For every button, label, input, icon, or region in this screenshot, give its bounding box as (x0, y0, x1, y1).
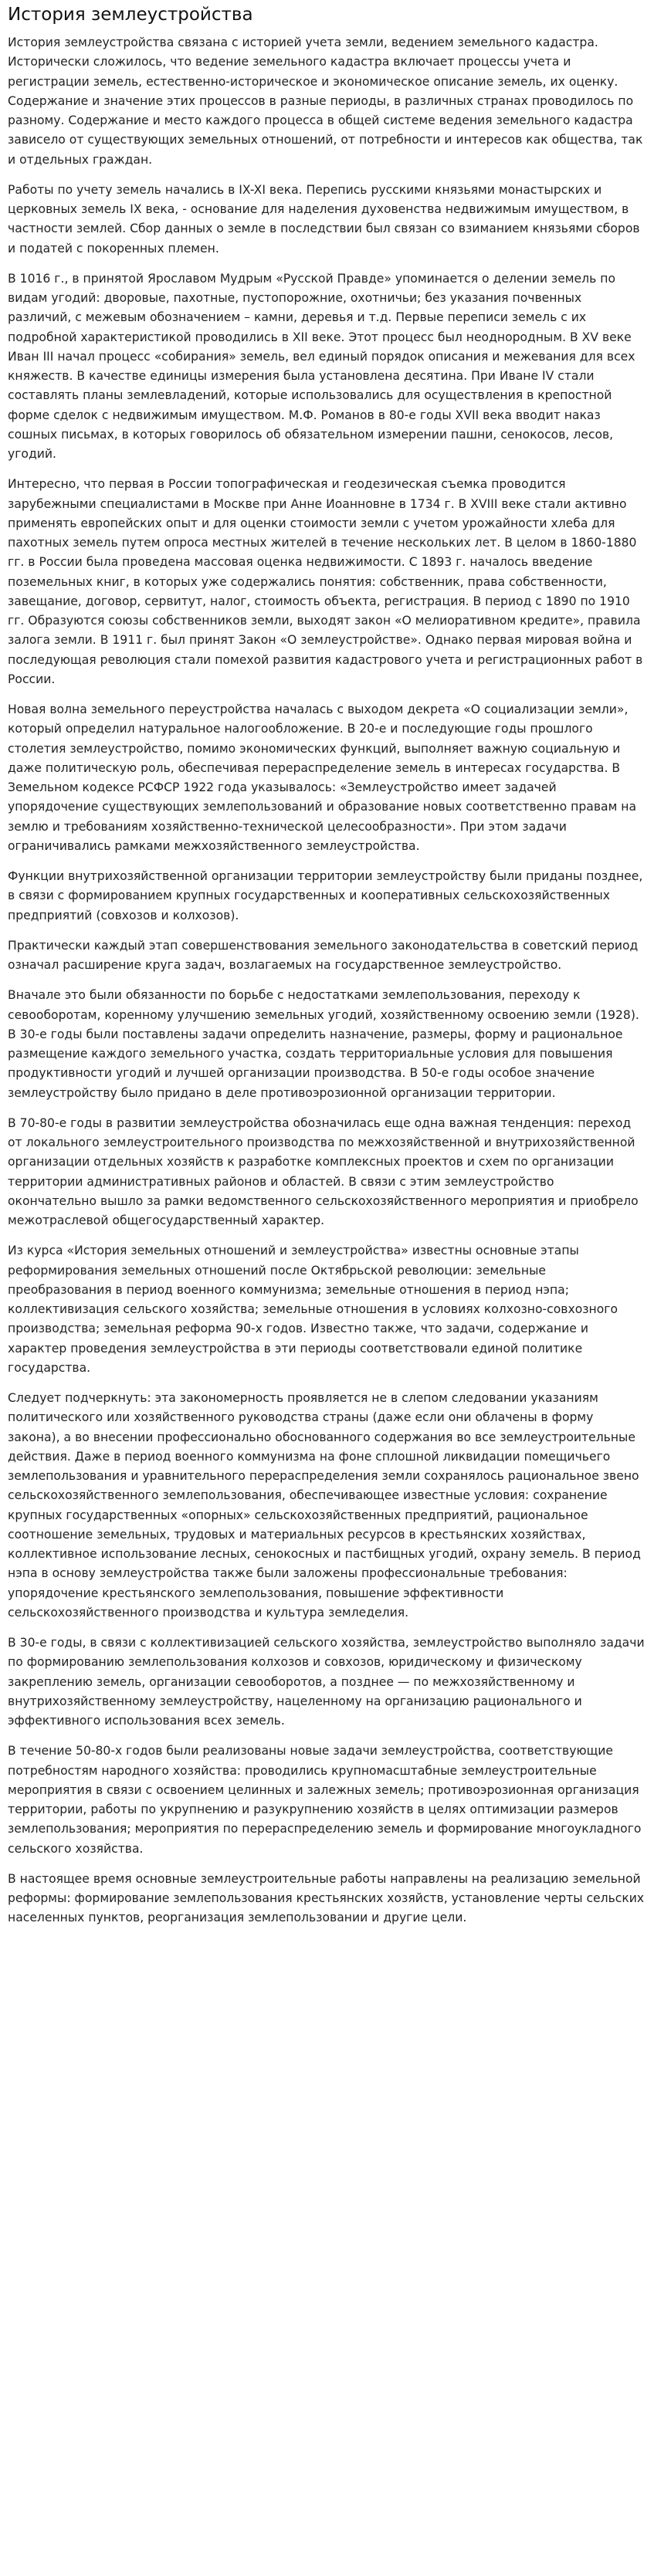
paragraph: В 70-80-е годы в развитии землеустройства обозначилась еще одна важная тенденция: переход от локального землеустроительного производства по межхозяйственной и внутрихозяйственной организации отдельных хозяйств к разработке комплексных проектов и схем по организации территории административных районов и областей. В связи с этим землеустройство окончательно вышло за рамки ведомственного сельскохозяйственного мероприятия и приобрело межотраслевой общегосударственный характер. (8, 1115, 639, 1228)
paragraph: В течение 50-80-х годов были реализованы новые задачи землеустройства, соответствующие потребностям народного хозяйства: проводились крупномасштабные землеустроительные мероприятия в связи с освоением целинных и залежных земель; противоэрозионная организация территории, работы по укрупнению и разукрупнению хозяйств в целях оптимизации размеров землепользования; мероприятия по перераспределению земель и формирование многоукладного сельского хозяйства. (8, 1744, 642, 1856)
paragraph: Следует подчеркнуть: эта закономерность проявляется не в слепом следовании указаниям политического или хозяйственного руководства страны (даже если они облачены в форму закона), а во внесении профессионально обоснованного содержания во все землеустроительные действия. Даже в период военного коммунизма на фоне сплошной ликвидации помещичьего землепользования и уравнительного перераспределения земли сохранялось рациональное звено сельскохозяйственного землепользования, обеспечивающее известные условия: сохранение крупных государственных «опорных» сельскохозяйственных предприятий, рациональное соотношение земельных, трудовых и материальных ресурсов в крестьянских хозяйствах, коллективное использование лесных, сенокосных и пастбищных угодий, охрану земель. В период нэпа в основу землеустройства также были заложены профессиональные требования: упорядочение крестьянского землепользования, повышение эффективности сельскохозяйственного производства и культура земледелия. (8, 1391, 641, 1620)
paragraph: Практически каждый этап совершенствования земельного законодательства в советский период означал расширение круга задач, возлагаемых на государственное землеустройство. (8, 938, 639, 973)
paragraph: В 30-е годы, в связи с коллективизацией сельского хозяйства, землеустройство выполняло задачи по формированию землепользования колхозов и совхозов, юридическому и физическому закреплению земель, организации севооборотов, а позднее — по межхозяйственному и внутрихозяйственному землеустройству, нацеленному на организацию рационального и эффективного использования всех земель. (8, 1636, 645, 1728)
paragraph: Новая волна земельного переустройства началась с выходом декрета «О социализации земли», который определил натуральное налогообложение. В 20-е и последующие годы прошлого столетия землеустройство, помимо экономических функций, выполняет важную социальную и даже политическую роль, обеспечивая перераспределение земель в интересах государства. В Земельном кодексе РСФСР 1922 года указывалось: «Землеустройство имеет задачей упорядочение существующих землепользований и образование новых соответственно правам на землю и требованиям хозяйственно-технической целесообразности». При этом задачи ограничивались рамками межхозяйственного землеустройства. (8, 702, 637, 853)
page-title: История землеустройства (8, 5, 253, 25)
paragraph: Интересно, что первая в России топографическая и геодезическая съемка проводится зарубежными специалистами в Москве при Анне Иоанновне в 1734 г. В XVIII веке стали активно применять европейских опыт и для оценки стоимости земли с учетом урожайности хлеба для пахотных земель путем опроса местных жителей в течение нескольких лет. В целом в 1860-1880 гг. в России была проведена массовая оценка недвижимости. С 1893 г. началось введение поземельных книг, в которых уже содержались понятия: собственник, права собственности, завещание, договор, сервитут, налог, стоимость объекта, регистрация. В период с 1890 по 1910 гг. Образуются союзы собственников земли, выходят закон «О мелиоративном кредите», правила залога земли. В 1911 г. был принят Закон «О землеустройстве». Однако первая мировая война и последующая революция стали помехой развития кадастрового учета и регистрационных работ в России. (8, 477, 643, 686)
paragraph: Из курса «История земельных отношений и землеустройства» известны основные этапы реформирования земельных отношений после Октябрьской революции: земельные преобразования в период военного коммунизма; земельные отношения в период нэпа; коллективизация сельского хозяйства; земельные отношения в условиях колхозно-совхозного производства; земельная реформа 90-х годов. Известно также, что задачи, содержание и характер проведения землеустройства в эти периоды соответствовали единой политике государства. (8, 1244, 618, 1375)
paragraph: В настоящее время основные землеустроительные работы направлены на реализацию земельной реформы: формирование землепользования крестьянских хозяйств, установление черты сельских населенных пунктов, реорганизация землепользовании и другие цели. (8, 1871, 645, 1925)
paragraph: Функции внутрихозяйственной организации территории землеустройству были приданы позднее, в связи с формированием крупных государственных и кооперативных сельскохозяйственных предприятий (совхозов и колхозов). (8, 869, 643, 922)
paragraph: Вначале это были обязанности по борьбе с недостатками землепользования, переходу к севооборотам, коренному улучшению земельных угодий, хозяйственному освоению земли (1928). В 30-е годы были поставлены задачи определить назначение, размеры, форму и рациональное размещение каждого земельного участка, создать территориальные условия для повышения продуктивности угодий и лучшей организации производства. В 50-е годы особое значение землеустройству было придано в деле противоэрозионной организации территории. (8, 988, 639, 1100)
paragraph: История землеустройства связана с историей учета земли, ведением земельного кадастра. Исторически сложилось, что ведение земельного кадастра включает процессы учета и регистрации земель, естественно-историческое и экономическое описание земель, их оценку. Содержание и значение этих процессов в разные периоды, в различных странах проводилось по разному. Содержание и место каждого процесса в общей системе ведения земельного кадастра зависело от существующих земельных отношений, от потребности и интересов как общества, так и отдельных граждан. (8, 36, 643, 167)
paragraph: Работы по учету земель начались в IX-XI века. Перепись русскими князьями монастырских и церковных земель IX века, - основание для наделения духовенства недвижимым имуществом, в частности землей. Сбор данных о земле в последствии был связан со взиманием князьями сборов и податей с покоренных племен. (8, 182, 640, 256)
paragraph: В 1016 г., в принятой Ярославом Мудрым «Русской Правде» упоминается о делении земель по видам угодий: дворовые, пахотные, пустопорожние, охотничьи; без указания почвенных различий, с межевым обозначением – камни, деревья и т.д. Первые переписи земель с их подробной характеристикой проводились в XII веке. Этот процесс был неоднородным. В XV веке Иван III начал процесс «собирания» земель, вел единый порядок описания и межевания для всех княжеств. В качестве единицы измерения была установлена десятина. При Иване IV стали составлять планы землевладений, которые использовались для осуществления в крепостной форме сделок с недвижимым имуществом. М.Ф. Романов в 80-е годы XVII века вводит наказ сошных письмах, в которых говорилось об обязательном измерении пашни, сенокосов, лесов, угодий. (8, 271, 635, 462)
